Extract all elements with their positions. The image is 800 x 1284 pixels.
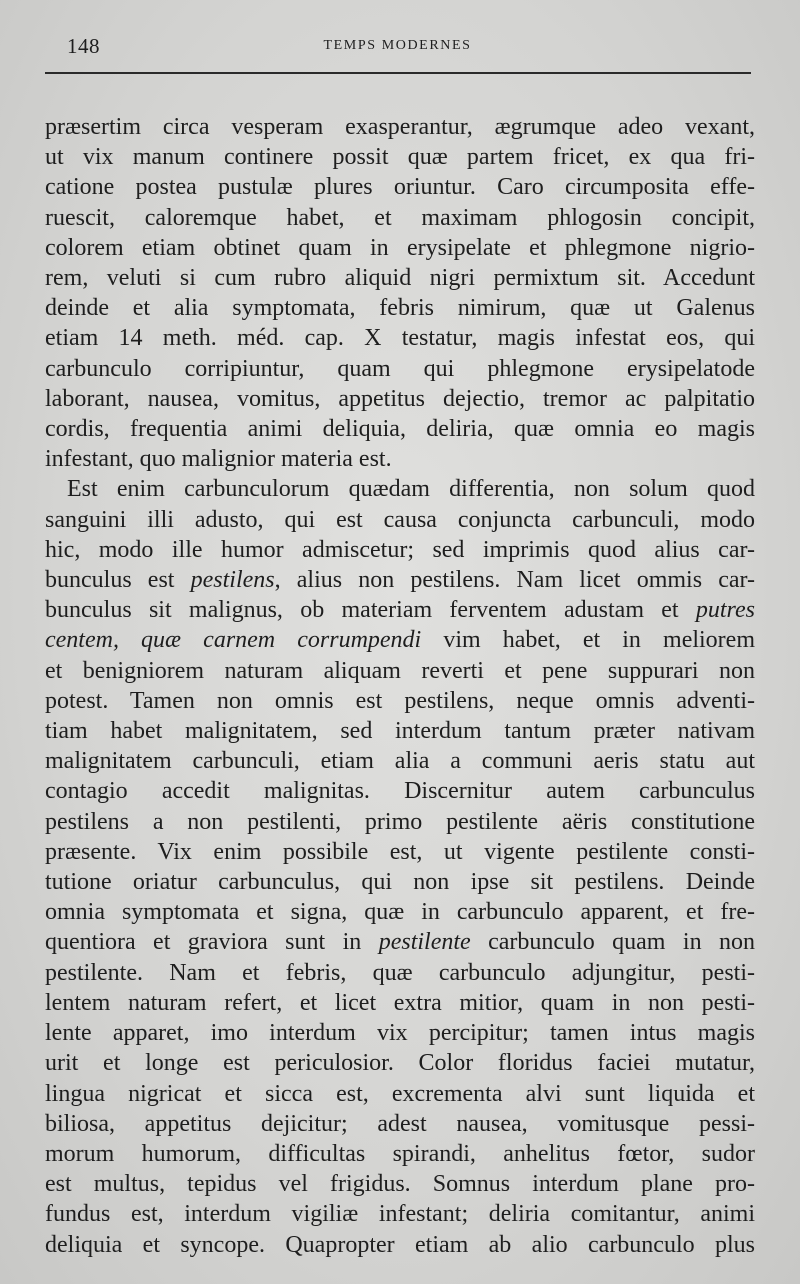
text-line (45, 1109, 755, 1139)
text-segment: carbunculo corripiuntur, quam qui phlegmone erysipelatode (45, 355, 755, 382)
text-segment: potest. Tamen non omnis est pestilens, neque omnis adventi- (45, 687, 755, 714)
text-line (45, 444, 755, 474)
text-segment: deliquia et syncope. Quapropter etiam ab alio carbunculo plus (45, 1231, 755, 1258)
text-line (45, 142, 755, 172)
text-line (45, 1199, 755, 1229)
text-segment: et benigniorem naturam aliquam reverti et pene suppurari non (45, 657, 755, 684)
text-line (45, 595, 755, 625)
text-segment: lente apparet, imo interdum vix percipitur; tamen intus magis (45, 1020, 755, 1047)
text-segment: fundus est, interdum vigiliæ infestant; deliria comitantur, animi (45, 1201, 755, 1228)
text-line (45, 686, 755, 716)
text-segment: malignitatem carbunculi, etiam alia a communi aeris statu aut (45, 748, 755, 775)
text-line (45, 1018, 755, 1048)
text-line (45, 897, 755, 927)
text-line (45, 927, 755, 957)
text-line (45, 958, 755, 988)
text-segment: catione postea pustulæ plures oriuntur. Caro circumposita effe- (45, 174, 755, 201)
text-line (45, 625, 755, 655)
text-segment: sanguini illi adusto, qui est causa conjuncta carbunculi, modo (45, 506, 755, 533)
text-segment: , alius non pestilens. Nam licet ommis car- (274, 567, 755, 594)
text-line (45, 1230, 755, 1260)
text-segment: bunculus sit malignus, ob materiam ferventem adustam et (45, 597, 696, 624)
text-line (45, 474, 755, 504)
italic-text: pestilente (378, 929, 471, 956)
text-segment: tutione oriatur carbunculus, qui non ipse sit pestilens. Deinde (45, 869, 755, 896)
text-segment: contagio accedit malignitas. Discernitur autem carbunculus (45, 778, 755, 805)
text-segment: lingua nigricat et sicca est, excrementa alvi sunt liquida et (45, 1080, 755, 1107)
page-header (45, 30, 750, 66)
text-line (45, 535, 755, 565)
text-line (45, 505, 755, 535)
text-segment: colorem etiam obtinet quam in erysipelate et phlegmone nigrio- (45, 234, 755, 261)
text-line (45, 807, 755, 837)
text-line (45, 1169, 755, 1199)
header-rule (45, 72, 751, 74)
text-line (45, 323, 755, 353)
text-line (45, 746, 755, 776)
text-segment: carbunculo quam in non (470, 929, 755, 956)
text-segment: lentem naturam refert, et licet extra mitior, quam in non pesti- (45, 989, 755, 1016)
text-line (45, 263, 755, 293)
text-segment: urit et longe est periculosior. Color floridus faciei mutatur, (45, 1050, 755, 1077)
text-segment: quentiora et graviora sunt in (45, 929, 379, 956)
text-segment: pestilens a non pestilenti, primo pestilente aëris constitutione (45, 808, 755, 835)
text-line (45, 565, 755, 595)
body-text (45, 112, 755, 1260)
text-segment: est multus, tepidus vel frigidus. Somnus interdum plane pro- (45, 1171, 755, 1198)
text-segment: infestant, quo malignior materia est. (45, 446, 392, 473)
text-line (45, 656, 755, 686)
text-segment: bunculus est (45, 567, 191, 594)
text-line (45, 867, 755, 897)
text-segment: tiam habet malignitatem, sed interdum tantum præter nativam (45, 718, 755, 745)
text-segment: vim habet, et in meliorem (421, 627, 755, 654)
text-segment: hic, modo ille humor admiscetur; sed imprimis quod alius car- (45, 536, 755, 563)
text-line (45, 233, 755, 263)
text-line (45, 293, 755, 323)
text-line (45, 1079, 755, 1109)
text-segment: deinde et alia symptomata, febris nimirum, quæ ut Galenus (45, 295, 755, 322)
text-segment: omnia symptomata et signa, quæ in carbunculo apparent, et fre- (45, 899, 755, 926)
running-head: TEMPS MODERNES (323, 38, 472, 53)
text-segment: ruescit, caloremque habet, et maximam phlogosin concipit, (45, 204, 755, 231)
italic-text: putres (695, 597, 755, 624)
text-segment: præsente. Vix enim possibile est, ut vigente pestilente consti- (45, 838, 755, 865)
text-line (45, 384, 755, 414)
text-segment: cordis, frequentia animi deliquia, deliria, quæ omnia eo magis (45, 416, 755, 443)
text-line (45, 1139, 755, 1169)
text-segment: rem, veluti si cum rubro aliquid nigri permixtum sit. Accedunt (45, 265, 755, 292)
text-segment: etiam 14 meth. méd. cap. X testatur, magis infestat eos, qui (45, 325, 755, 352)
text-segment: Est enim carbunculorum quædam differentia, non solum quod (67, 476, 755, 503)
text-segment: biliosa, appetitus dejicitur; adest nausea, vomitusque pessi- (45, 1110, 755, 1137)
italic-text: centem, quæ carnem corrumpendi (45, 627, 422, 654)
italic-text: pestilens (190, 567, 275, 594)
text-line (45, 776, 755, 806)
text-line (45, 172, 755, 202)
text-line (45, 837, 755, 867)
text-line (45, 988, 755, 1018)
text-segment: morum humorum, difficultas spirandi, anhelitus fœtor, sudor (45, 1140, 755, 1167)
text-line (45, 203, 755, 233)
text-segment: ut vix manum continere possit quæ partem fricet, ex qua fri- (45, 144, 755, 171)
text-line (45, 1048, 755, 1078)
text-segment: laborant, nausea, vomitus, appetitus dejectio, tremor ac palpitatio (45, 385, 755, 412)
text-segment: præsertim circa vesperam exasperantur, ægrumque adeo vexant, (45, 114, 755, 140)
page-number: 148 (67, 34, 100, 58)
text-line (45, 354, 755, 384)
text-segment: pestilente. Nam et febris, quæ carbunculo adjungitur, pesti- (45, 959, 755, 986)
text-line (45, 716, 755, 746)
text-line (45, 112, 755, 142)
text-line (45, 414, 755, 444)
